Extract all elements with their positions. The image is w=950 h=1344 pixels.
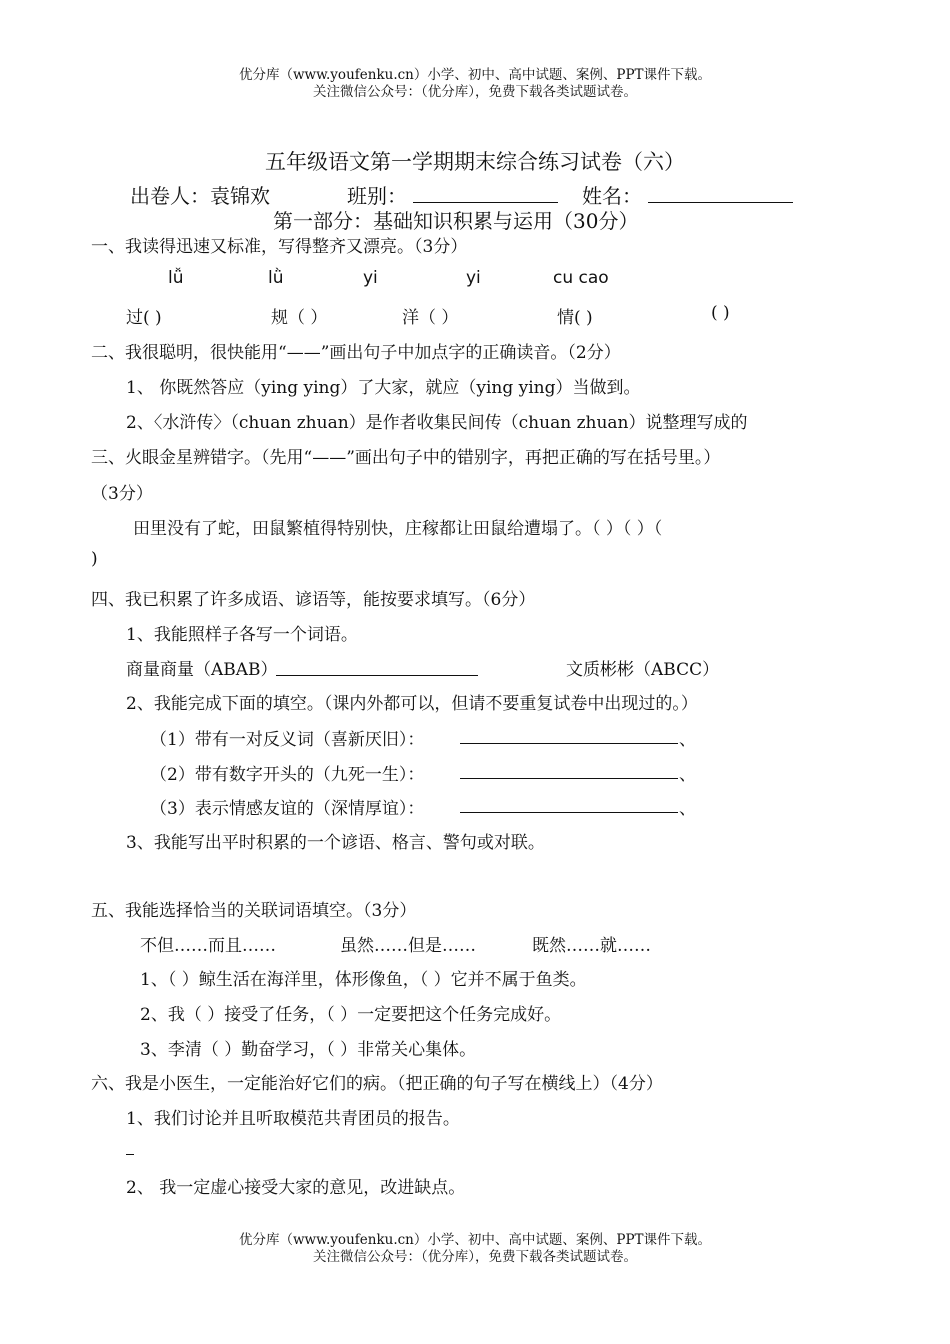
q5-title: 五、我能选择恰当的关联词语填空。（3分） [91,901,417,921]
q1-pinyin-2: lǜ [268,268,284,288]
q6-sentence-1: 1、我们讨论并且听取模范共青团员的报告。 [126,1109,460,1129]
q4-item-3: （3）表示情感友谊的（深情厚谊）： [150,799,425,819]
q4-item-3-tail: 、 [679,799,696,819]
q4-sub-3: 3、我能写出平时积累的一个谚语、格言、警句或对联。 [126,833,545,853]
q4-item-3-blank[interactable] [460,792,678,813]
q1-char-4[interactable]: 情( ) [557,308,593,328]
q1-char-3[interactable]: 洋（ ） [402,308,459,328]
q5-option-3: 既然……就…… [532,936,651,956]
q1-char-2[interactable]: 规（ ） [271,308,328,328]
q2-sentence-2: 2、〈水浒传〉（chuan zhuan）是作者收集民间传（chuan zhuan）说整理写成的 [126,413,748,433]
q4-item-1-blank[interactable] [460,723,678,744]
q4-sub-1: 1、我能照样子各写一个词语。 [126,625,358,645]
q1-title: 一、我读得迅速又标准，写得整齐又漂亮。（3分） [91,237,468,257]
q6-sentence-2: 2、 我一定虚心接受大家的意见，改进缺点。 [126,1178,466,1198]
class-blank[interactable] [413,182,558,203]
q4-example-1: 商量商量（ABAB） [126,660,278,680]
q4-sub-2: 2、我能完成下面的填空。（课内外都可以，但请不要重复试卷中出现过的。） [126,694,698,714]
q5-option-1: 不但……而且…… [140,936,276,956]
q5-option-2: 虽然……但是…… [340,936,476,956]
q4-example-1-blank[interactable] [276,655,478,676]
q5-sentence-1: 1、（ ）鲸生活在海洋里，体形像鱼，（ ）它并不属于鱼类。 [140,970,587,990]
q4-item-2-blank[interactable] [460,758,678,779]
author-label: 出卷人：袁锦欢 [130,184,270,208]
q2-sentence-1: 1、 你既然答应（ying ying）了大家，就应（ying ying）当做到。 [126,378,641,398]
q3-sentence-cont: ) [91,549,98,569]
q5-sentence-3: 3、李清（ ）勤奋学习，（ ）非常关心集体。 [140,1040,477,1060]
q1-pinyin-5: cu cao [553,268,609,288]
q2-title: 二、我很聪明，很快能用“——”画出句子中加点字的正确读音。（2分） [91,343,621,363]
q1-pinyin-4: yi [466,268,481,288]
q4-example-2: 文质彬彬（ABCC） [566,660,720,680]
name-blank[interactable] [648,182,793,203]
q1-char-5[interactable]: ( ) [711,303,730,323]
page-title: 五年级语文第一学期期末综合练习试卷（六） [265,150,685,174]
q1-pinyin-3: yi [363,268,378,288]
class-label: 班别： [347,184,407,208]
part1-title: 第一部分：基础知识积累与运用（30分） [273,209,639,233]
q6-title: 六、我是小医生，一定能治好它们的病。（把正确的句子写在横线上）（4分） [91,1074,663,1094]
q6-answer-line[interactable] [126,1154,134,1155]
q4-item-2-tail: 、 [679,765,696,785]
q4-title: 四、我已积累了许多成语、谚语等，能按要求填写。（6分） [91,590,536,610]
q4-item-1-tail: 、 [679,730,696,750]
q4-item-2: （2）带有数字开头的（九死一生）： [150,765,425,785]
q4-item-1: （1）带有一对反义词（喜新厌旧）： [150,730,425,750]
header-line-2: 关注微信公众号：（优分库），免费下载各类试题试卷。 [313,84,637,100]
q5-sentence-2: 2、我（ ）接受了任务，（ ）一定要把这个任务完成好。 [140,1005,562,1025]
footer-line-1: 优分库（www.youfenku.cn）小学、初中、高中试题、案例、PPT课件下载。 [238,1232,712,1248]
footer-line-2: 关注微信公众号：（优分库），免费下载各类试题试卷。 [313,1249,637,1265]
header-line-1: 优分库（www.youfenku.cn）小学、初中、高中试题、案例、PPT课件下载。 [238,67,712,83]
name-label: 姓名： [582,184,642,208]
q1-pinyin-1: lǚ [168,268,184,288]
q3-score: （3分） [91,484,153,504]
q1-char-1[interactable]: 过( ) [126,308,162,328]
q3-title: 三、火眼金星辨错字。（先用“——”画出句子中的错别字，再把正确的写在括号里。） [91,448,721,468]
q3-sentence: 田里没有了蛇，田鼠繁植得特别快，庄稼都让田鼠给遭塌了。（ ）（ ）（ [133,519,663,539]
